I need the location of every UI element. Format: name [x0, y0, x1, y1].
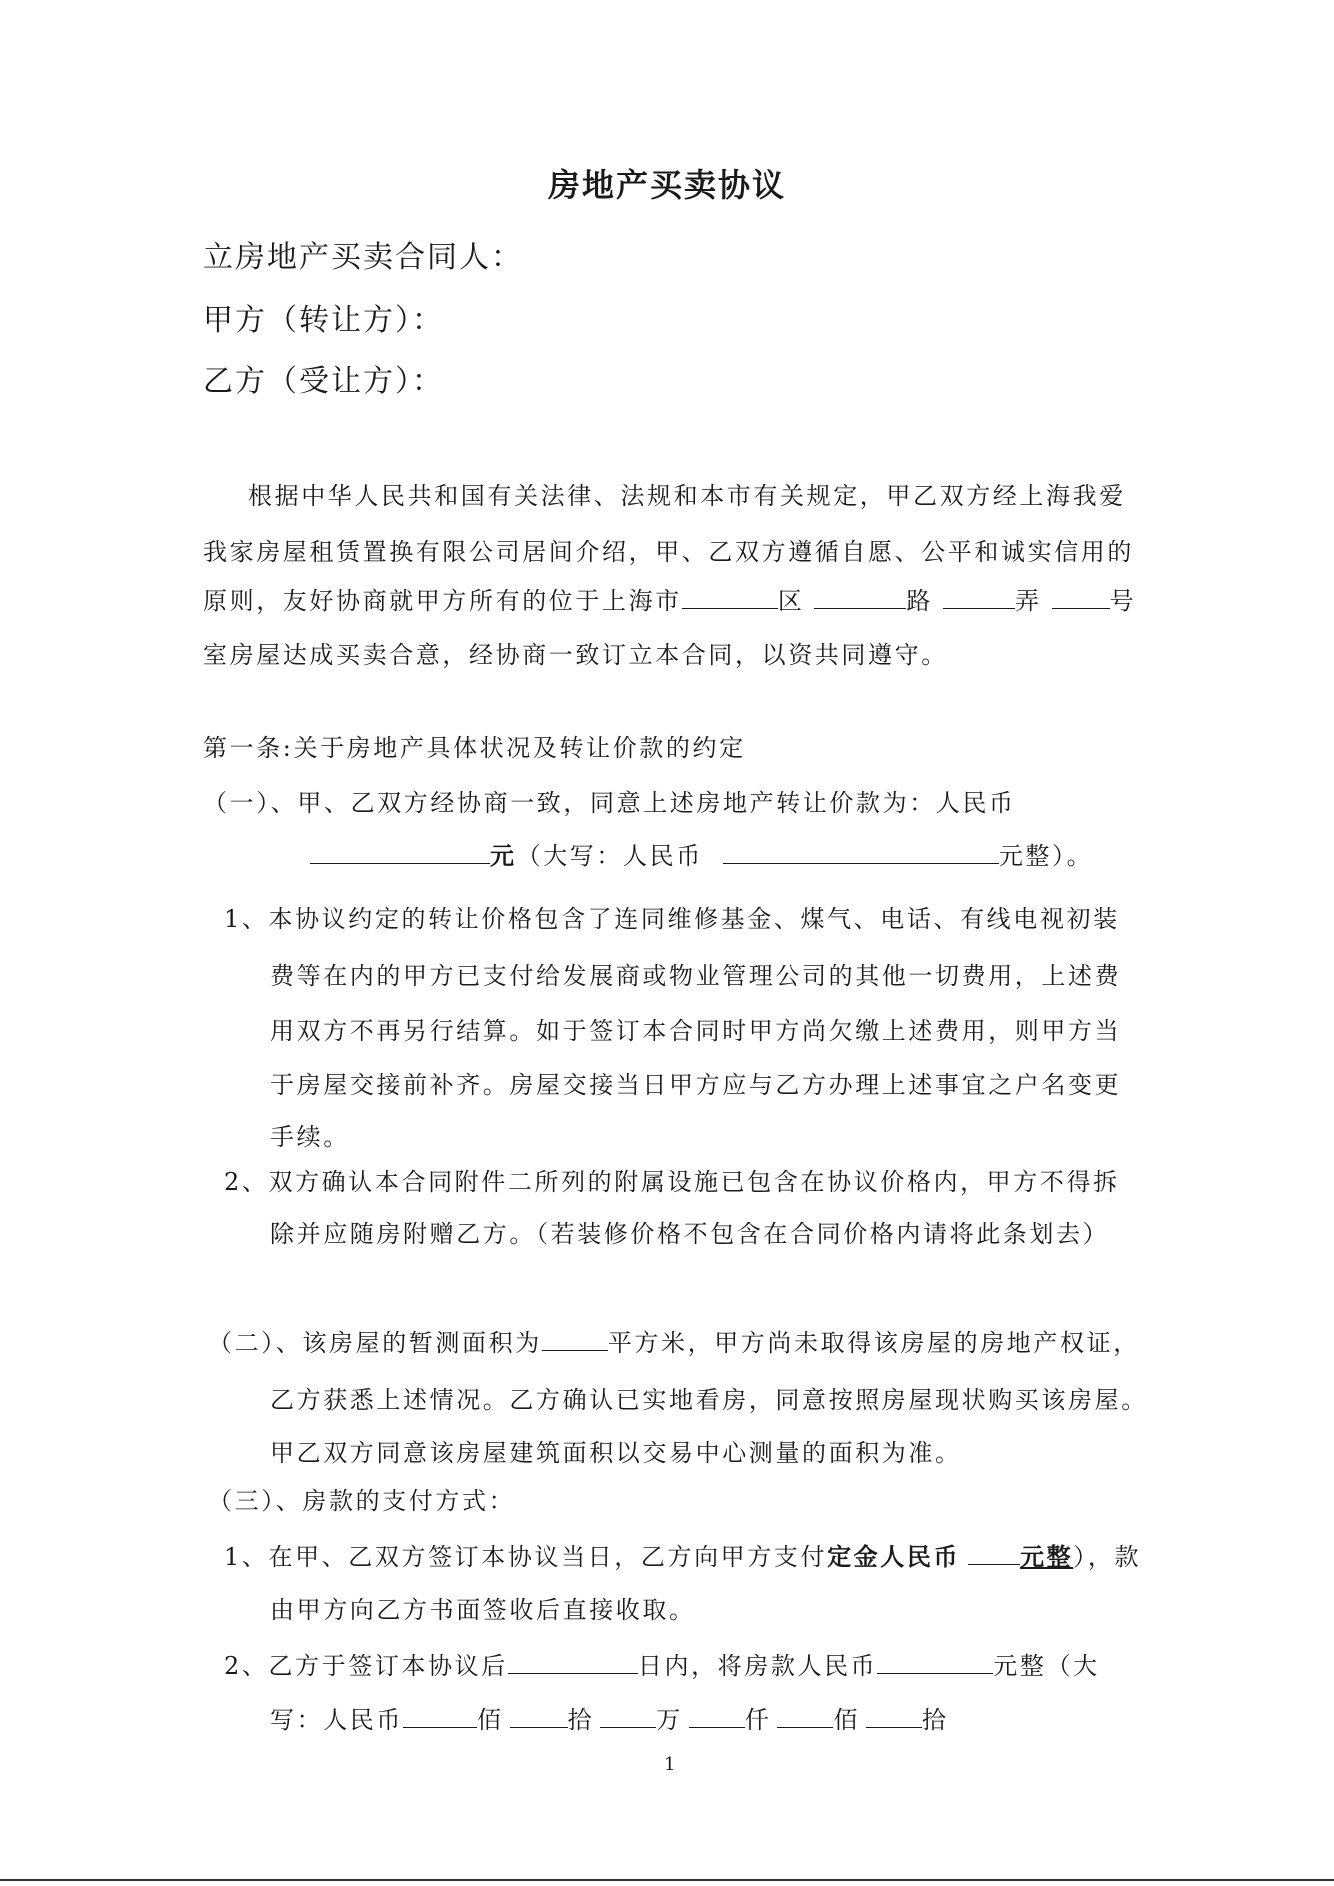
- unit-bai-1: 佰: [477, 1706, 504, 1734]
- payment-1-line-1: [224, 1537, 1141, 1572]
- road-label: 路: [906, 587, 934, 615]
- section-2-line-2: 乙方获悉上述情况。乙方确认已实地看房，同意按照房屋现状购买该房屋。: [270, 1386, 1148, 1414]
- shi-blank-1[interactable]: [510, 1705, 568, 1728]
- uppercase-amount-label: （大写：人民币: [516, 842, 703, 870]
- item-2-line-1: 2、双方确认本合同附件二所列的附属设施已包含在协议价格内，甲方不得拆: [224, 1168, 1120, 1196]
- section-2-line-1: [208, 1323, 1140, 1358]
- days-blank[interactable]: [508, 1651, 638, 1674]
- payment-1-line-2: 由甲方向乙方书面签收后直接收取。: [270, 1596, 696, 1624]
- area-text: （二）、该房屋的暂测面积为: [208, 1329, 542, 1357]
- payment-2-tail: 元整（大: [993, 1652, 1100, 1680]
- unit-shi-2: 拾: [922, 1706, 949, 1734]
- preamble-line-2: 我家房屋租赁置换有限公司居间介绍，甲、乙双方遵循自愿、公平和诚实信用的: [203, 538, 1134, 566]
- party-a-label: 甲方（转让方）：: [203, 303, 444, 338]
- payment-1-text: 1、在甲、乙双方签订本协议当日，乙方向甲方支付: [224, 1543, 828, 1571]
- payment-amount-blank[interactable]: [877, 1651, 993, 1674]
- preamble-line-1: 根据中华人民共和国有关法律、法规和本市有关规定，甲乙双方经上海我爱: [248, 482, 1126, 510]
- section-3-heading: （三）、房款的支付方式：: [208, 1487, 516, 1515]
- preamble-line-3: [203, 581, 1136, 616]
- section-1-line-2: [310, 836, 1093, 871]
- article-1-heading: 第一条:关于房地产具体状况及转让价款的约定: [203, 734, 746, 762]
- page-number: 1: [664, 1754, 676, 1775]
- preamble-line-4: 室房屋达成买卖合意，经协商一致订立本合同，以资共同遵守。: [203, 641, 948, 669]
- party-b-label: 乙方（受让方）：: [203, 364, 444, 399]
- yuan-label: 元: [490, 841, 517, 870]
- unit-shi-1: 拾: [567, 1706, 595, 1734]
- road-blank[interactable]: [814, 586, 906, 609]
- district-label: 区: [777, 587, 805, 615]
- shi-blank-2[interactable]: [866, 1705, 922, 1728]
- page-bottom-border: [0, 1879, 1334, 1881]
- payment-2-line-2: [270, 1700, 949, 1735]
- document-title: 房地产买卖协议: [547, 166, 786, 204]
- district-blank[interactable]: [682, 586, 778, 609]
- uppercase-price-blank[interactable]: [723, 841, 999, 864]
- item-1-line-1: 1、本协议约定的转让价格包含了连同维修基金、煤气、电话、有线电视初装: [224, 905, 1120, 933]
- preamble-location-text: 原则，友好协商就甲方所有的位于上海市: [203, 587, 682, 615]
- unit-bai-2: 佰: [833, 1706, 861, 1734]
- item-1-line-5: 手续。: [270, 1123, 350, 1151]
- parties-intro: 立房地产买卖合同人：: [203, 240, 523, 275]
- payment-amount-text: 日内，将房款人民币: [637, 1652, 878, 1680]
- section-2-line-3: 甲乙双方同意该房屋建筑面积以交易中心测量的面积为准。: [270, 1439, 962, 1467]
- uppercase-text: 写：人民币: [270, 1706, 403, 1734]
- area-unit-text: 平方米，甲方尚未取得该房屋的房地产权证，: [607, 1329, 1140, 1357]
- bai-blank-2[interactable]: [777, 1705, 833, 1728]
- deposit-yuan-label: 元整: [1020, 1542, 1074, 1571]
- yuan-whole-label: 元整）。: [998, 842, 1094, 870]
- number-label: 号: [1109, 587, 1137, 615]
- bai-blank-1[interactable]: [403, 1705, 477, 1728]
- price-blank[interactable]: [310, 841, 490, 864]
- lane-blank[interactable]: [943, 586, 1015, 609]
- deposit-label: 定金人民币: [827, 1542, 961, 1571]
- section-1-line-1: （一）、甲、乙双方经协商一致，同意上述房地产转让价款为：人民币: [203, 789, 1016, 817]
- deposit-blank[interactable]: [968, 1542, 1020, 1565]
- area-blank[interactable]: [542, 1328, 608, 1351]
- item-1-line-3: 用双方不再另行结算。如于签订本合同时甲方尚欠缴上述费用，则甲方当: [270, 1017, 1122, 1045]
- qian-blank[interactable]: [689, 1705, 745, 1728]
- number-blank[interactable]: [1052, 586, 1110, 609]
- item-1-line-4: 于房屋交接前补齐。房屋交接当日甲方应与乙方办理上述事宜之户名变更: [270, 1071, 1122, 1099]
- unit-qian: 仟: [744, 1706, 772, 1734]
- lane-label: 弄: [1015, 587, 1042, 615]
- payment-1-tail: ），款: [1073, 1543, 1142, 1571]
- wan-blank[interactable]: [600, 1705, 656, 1728]
- payment-2-line-1: [224, 1646, 1100, 1681]
- item-2-line-2: 除并应随房附赠乙方。（若装修价格不包含在合同价格内请将此条划去）: [270, 1220, 1110, 1248]
- payment-2-text: 2、乙方于签订本协议后: [224, 1652, 508, 1680]
- item-1-line-2: 费等在内的甲方已支付给发展商或物业管理公司的其他一切费用，上述费: [270, 962, 1122, 990]
- unit-wan: 万: [656, 1706, 683, 1734]
